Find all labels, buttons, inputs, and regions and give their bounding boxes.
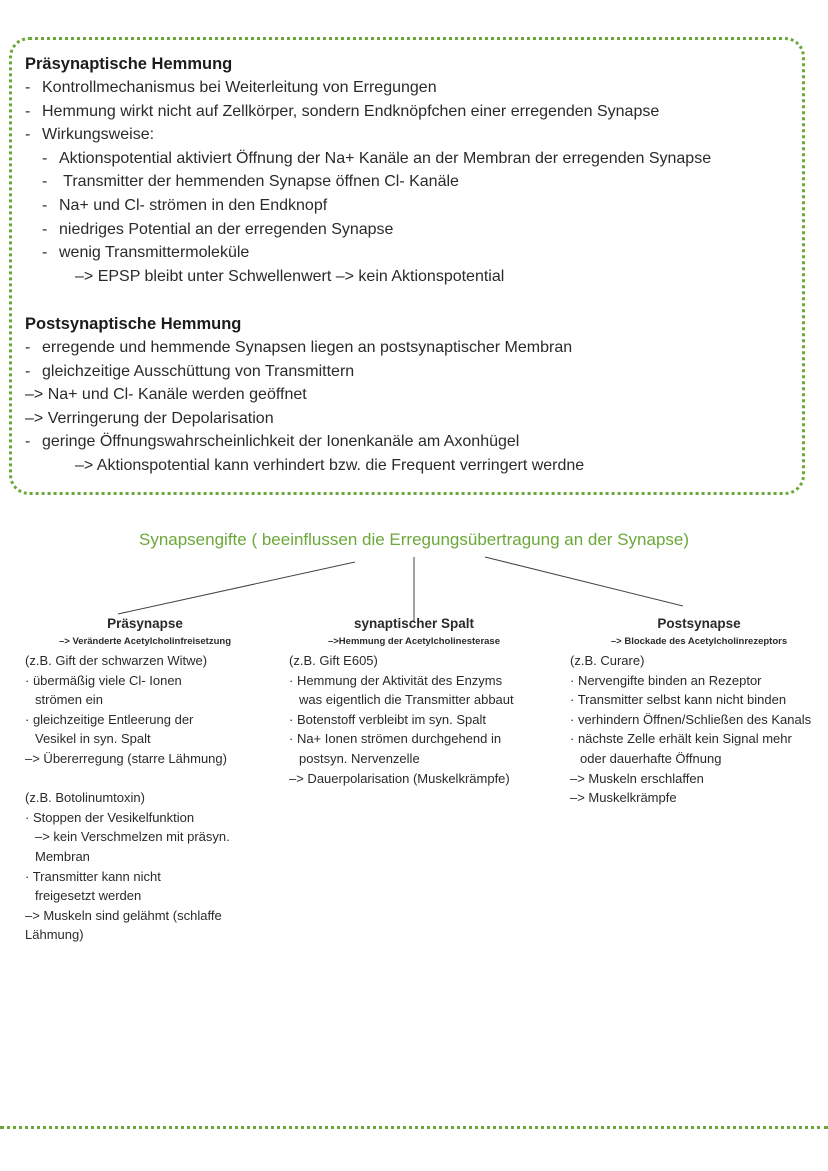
list-item: · Na+ Ionen strömen durchgehend in bbox=[289, 731, 502, 747]
column-synaptischer-spalt bbox=[289, 615, 539, 788]
list-item: (z.B. Botolinumtoxin) bbox=[25, 790, 145, 806]
list-item: - niedriges Potential an der erregenden Synapse bbox=[42, 220, 394, 238]
list-item: - geringe Öffnungswahrscheinlichkeit der Ionenkanäle am Axonhügel bbox=[25, 433, 520, 451]
list-item: - Aktionspotential aktiviert Öffnung der Na+ Kanäle an der Membran der erregenden Synapse bbox=[42, 149, 712, 167]
list-item: –> Verringerung der Depolarisation bbox=[25, 409, 274, 427]
list-item: - gleichzeitige Ausschüttung von Transmittern bbox=[25, 362, 355, 380]
section-title: Postsynaptische Hemmung bbox=[25, 314, 242, 333]
list-item: · gleichzeitige Entleerung der bbox=[25, 711, 194, 727]
column-praesynapse bbox=[25, 615, 265, 945]
list-item: Vesikel in syn. Spalt bbox=[35, 731, 151, 747]
list-item: –> Dauerpolarisation (Muskelkrämpfe) bbox=[289, 770, 510, 786]
list-item: –> Muskeln erschlaffen bbox=[570, 770, 704, 786]
list-item: was eigentlich die Transmitter abbaut bbox=[299, 692, 514, 708]
list-item: · Transmitter kann nicht bbox=[25, 868, 161, 884]
connector-right bbox=[485, 557, 683, 606]
list-item: · Hemmung der Aktivität des Enzyms bbox=[289, 672, 503, 688]
list-item: · Stoppen der Vesikelfunktion bbox=[25, 809, 195, 825]
list-item: freigesetzt werden bbox=[35, 888, 142, 904]
list-item: strömen ein bbox=[35, 692, 103, 708]
diagram-title: Synapsengifte ( beeinflussen die Erregungsübertragung an der Synapse) bbox=[138, 530, 690, 549]
list-item: (z.B. Curare) bbox=[570, 653, 645, 668]
list-item: · Transmitter selbst kann nicht binden bbox=[570, 692, 787, 708]
list-item: –> Muskelkrämpfe bbox=[570, 790, 677, 806]
list-item: - Na+ und Cl- strömen in den Endknopf bbox=[42, 196, 328, 214]
column-postsynapse bbox=[570, 615, 828, 808]
list-item: · Nervengifte binden an Rezeptor bbox=[570, 672, 762, 688]
column-subheading: –> Veränderte Acetylcholinfreisetzung bbox=[58, 636, 232, 647]
list-item: (z.B. Gift E605) bbox=[289, 653, 378, 668]
list-item: –> kein Verschmelzen mit präsyn. bbox=[35, 829, 230, 845]
column-heading: Postsynapse bbox=[657, 616, 741, 631]
list-item: oder dauerhafte Öffnung bbox=[580, 750, 722, 766]
connector-left bbox=[118, 562, 355, 614]
column-heading: synaptischer Spalt bbox=[353, 616, 475, 631]
list-item: · nächste Zelle erhält kein Signal mehr bbox=[570, 731, 792, 747]
column-subheading: –>Hemmung der Acetylcholinesterase bbox=[327, 636, 501, 647]
list-item: - Hemmung wirkt nicht auf Zellkörper, sondern Endknöpfchen einer erregenden Synapse bbox=[25, 102, 660, 120]
footer-divider bbox=[0, 1126, 828, 1129]
list-item: - Kontrollmechanismus bei Weiterleitung von Erregungen bbox=[25, 79, 437, 96]
list-item: –> EPSP bleibt unter Schwellenwert –> kein Aktionspotential bbox=[75, 267, 505, 285]
list-item: - wenig Transmittermoleküle bbox=[42, 244, 250, 262]
list-item: - Transmitter der hemmenden Synapse öffnen Cl- Kanäle bbox=[42, 173, 459, 191]
list-item: · Botenstoff verbleibt im syn. Spalt bbox=[289, 711, 487, 727]
column-heading: Präsynapse bbox=[107, 616, 183, 631]
list-item: · verhindern Öffnen/Schließen des Kanals bbox=[570, 711, 812, 727]
column-subheading: –> Blockade des Acetylcholinrezeptors bbox=[610, 636, 788, 647]
list-item: –> Na+ und Cl- Kanäle werden geöffnet bbox=[25, 386, 307, 404]
list-item: (z.B. Gift der schwarzen Witwe) bbox=[25, 653, 208, 668]
list-item: –> Übererregung (starre Lähmung) bbox=[25, 750, 227, 766]
list-item: Lähmung) bbox=[25, 927, 84, 943]
list-item: –> Muskeln sind gelähmt (schlaffe bbox=[25, 907, 222, 923]
list-item: · übermäßig viele Cl- Ionen bbox=[25, 672, 182, 688]
list-item: - erregende und hemmende Synapsen liegen an postsynaptischer Membran bbox=[25, 338, 573, 356]
section-title: Präsynaptische Hemmung bbox=[25, 55, 233, 73]
list-item: Membran bbox=[35, 848, 90, 864]
list-item: - Wirkungsweise: bbox=[25, 126, 155, 144]
list-item: postsyn. Nervenzelle bbox=[299, 750, 420, 766]
list-item: –> Aktionspotential kann verhindert bzw. die Frequent verringert werdne bbox=[75, 456, 585, 474]
